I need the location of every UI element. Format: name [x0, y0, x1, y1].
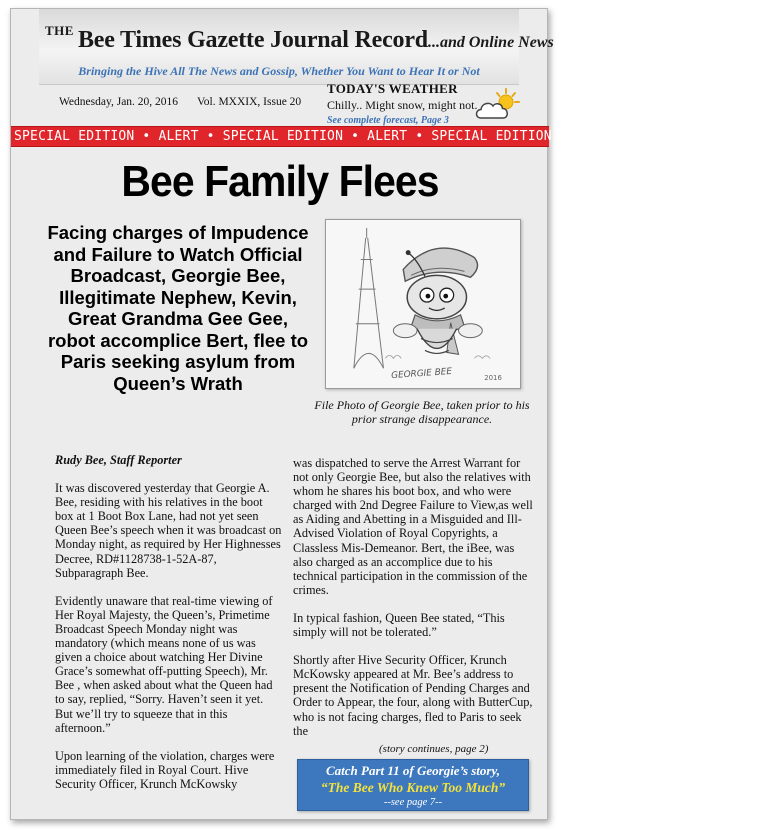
promo-story-title: “The Bee Who Knew Too Much” [320, 780, 506, 795]
svg-text:GEORGIE BEE: GEORGIE BEE [390, 366, 453, 382]
photo-caption: File Photo of Georgie Bee, taken prior to his prior strange disappearance. [314, 398, 530, 426]
cloud-sun-icon [473, 87, 521, 123]
masthead-prefix: THE [45, 23, 74, 38]
weather-title: TODAY'S WEATHER [327, 81, 458, 96]
byline: Rudy Bee, Staff Reporter [55, 453, 182, 467]
headline: Bee Family Flees [121, 157, 439, 206]
newspaper-page [10, 8, 760, 820]
story-deck: Facing charges of Impudence and Failure to Watch Official Broadcast, Georgie Bee, Illegitimate Nephew, Kevin, Great Grandma Gee Gee, robot accomplice Bert, flee to Paris seeking asylum from Queen’s Wrath [47, 222, 309, 394]
weather-forecast-link[interactable]: See complete forecast, Page 3 [327, 115, 449, 126]
story-continues-note: (story continues, page 2) [379, 743, 489, 755]
masthead-name: Bee Times Gazette Journal Record [77, 27, 428, 53]
svg-text:2016: 2016 [484, 374, 502, 383]
masthead-title [45, 23, 554, 54]
weather-forecast: Chilly.. Might snow, might not. [327, 98, 478, 112]
article-paragraph: In typical fashion, Queen Bee stated, “This simply will not be tolerated.” [293, 610, 505, 640]
article-paragraph: was dispatched to serve the Arrest Warrant for not only Georgie Bee, but also the relatives with whom he shares his boot box, and who were charged with 2nd Degree Failure to View,as well as Aiding and Abetting in a Misguided and Ill-Advised Violation of Royal Copyrights, a Classless Mis-Demeanor. Bert, the iBee, was also charged as an accomplice due to his technical participation in the commission of the crimes. [293, 456, 533, 597]
special-edition-ticker: SPECIAL EDITION • ALERT • SPECIAL EDITION • ALERT • SPECIAL EDITION • ALERT • SPECIAL EDITION [11, 126, 549, 147]
article-paragraph: Evidently unaware that real-time viewing of Her Royal Majesty, the Queen’s, Primetime Broadcast Speech Monday night was mandatory (which means none of us was given a choice about watching Her Divine Grace’s somewhat off-putting Speech), Mr. Bee , when asked about what the Queen had to say, replied, “Sorry. Haven’t seen it yet. But we’ll try to squeeze that in this afternoon.” [55, 593, 273, 735]
masthead-tagline: Bringing the Hive All The News and Gossip, Whether You Want to Hear It or Not [78, 64, 480, 78]
promo-page-ref: --see page 7-- [383, 797, 443, 808]
issue-date: Wednesday, Jan. 20, 2016 [59, 96, 179, 108]
masthead-suffix: ...and Online News [427, 34, 554, 51]
promo-intro: Catch Part 11 of Georgie’s story, [325, 763, 501, 778]
georgie-bee-photo [325, 219, 521, 389]
issue-volume: Vol. MXXIX, Issue 20 [196, 96, 302, 108]
promo-box[interactable] [297, 759, 529, 811]
article-column-right [293, 456, 533, 738]
masthead [39, 9, 554, 85]
article-paragraph: Upon learning of the violation, charges were immediately filed in Royal Court. Hive Security Officer, Krunch McKowsky [55, 748, 275, 791]
dateline [59, 96, 301, 108]
article-paragraph: It was discovered yesterday that Georgie A. Bee, residing with his relatives in the boot box at 1 Boot Box Lane, had not yet seen Queen Bee’s speech when it was broadcast on Monday night, as required by Her Highnesses Decree, RD#1128738-1-52A-87, Subparagraph Bee. [55, 481, 282, 580]
article-column-left [55, 453, 283, 791]
article-paragraph: Shortly after Hive Security Officer, Krunch McKowsky appeared at Mr. Bee’s address to present the Notification of Pending Charges and Order to Appear, the four, along with ButterCup, who is not facing charges, fled to Paris to seek the [293, 653, 533, 738]
